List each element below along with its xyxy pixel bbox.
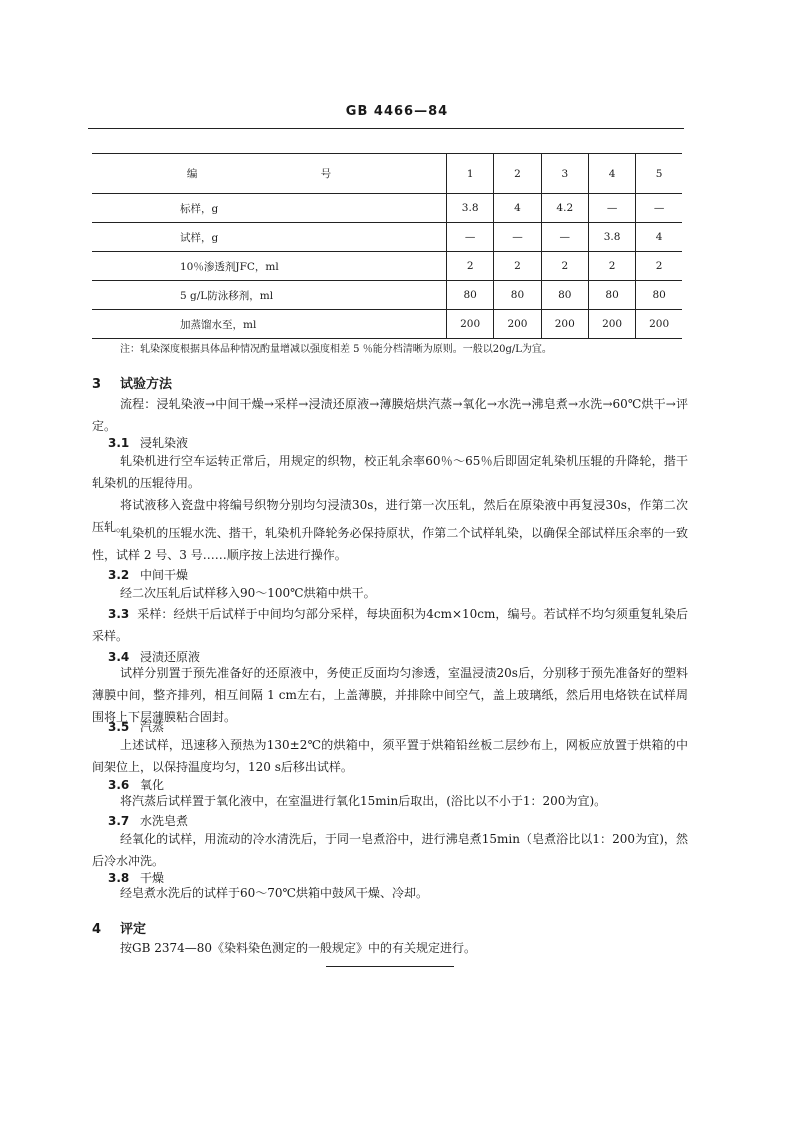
table-cell: 2 — [636, 252, 682, 281]
end-rule — [326, 966, 454, 967]
table-cell: 2 — [494, 252, 541, 281]
table-cell: — — [494, 223, 541, 252]
table-cell: 200 — [636, 310, 682, 339]
paragraph-3-6: 将汽蒸后试样置于氧化液中，在室温进行氧化15min后取出，(浴比以不小于1：200为宜)。 — [120, 794, 607, 808]
table-cell: 200 — [541, 310, 588, 339]
paragraph-3-1a: 轧染机进行空车运转正常后，用规定的织物，校正轧余率60％～65％后即固定轧染机压辊的升降轮，揩干轧染机的压辊待用。 — [92, 454, 688, 490]
paragraph-3-4: 试样分别置于预先准备好的还原液中，务使正反面均匀渗透，室温浸渍20s后，分别移于预先准备好的塑料薄膜中间，整齐排列，相互间隔 1 cm左右，上盖薄膜，并排除中间空气，盖上玻璃纸，然后用电烙铁在试样周围将上下层薄膜粘合固封。 — [92, 666, 688, 724]
table-cell: 80 — [588, 281, 635, 310]
row-label: 加蒸馏水至，ml — [92, 310, 447, 339]
table-cell: — — [447, 223, 494, 252]
table-cell: 200 — [588, 310, 635, 339]
section-number: 4 — [92, 922, 102, 937]
row-label: 5 g/L防泳移剂，ml — [92, 281, 447, 310]
section-heading-4 — [92, 918, 146, 937]
row-label: 标样，g — [92, 194, 447, 223]
table-row — [92, 281, 682, 310]
table-cell: 200 — [447, 310, 494, 339]
table-cell: — — [588, 194, 635, 223]
paragraph-3-5: 上述试样，迅速移入预热为130±2℃的烘箱中，须平置于烘箱铅丝板二层纱布上，网板应放置于烘箱的中间架位上，以保持温度均匀，120 s后移出试样。 — [92, 738, 688, 774]
header-rule — [88, 128, 684, 129]
table-cell: 4 — [636, 223, 682, 252]
paragraph-4: 按GB 2374—80《染料染色测定的一般规定》中的有关规定进行。 — [120, 941, 477, 955]
subsection-heading-3-5: 3.5 汽蒸 — [108, 720, 165, 734]
paragraph-3-1c: 轧染机的压辊水洗、揩干，轧染机升降轮务必保持原状，作第二个试样轧染，以确保全部试样压余率的一致性，试样 2 号、3 号……顺序按上法进行操作。 — [92, 526, 688, 562]
subsection-heading-3-2: 3.2 中间干燥 — [108, 568, 189, 582]
table-cell: 80 — [494, 281, 541, 310]
paragraph-3-8: 经皂煮水洗后的试样于60～70℃烘箱中鼓风干燥、冷却。 — [120, 886, 428, 900]
row-label: 试样，g — [92, 223, 447, 252]
table-row — [92, 310, 682, 339]
subsection-heading-3-7: 3.7 水洗皂煮 — [108, 814, 189, 828]
section-title: 评定 — [120, 922, 147, 937]
table-cell: 2 — [541, 252, 588, 281]
column-header: 4 — [588, 154, 635, 194]
column-header: 2 — [494, 154, 541, 194]
section-heading-3 — [92, 373, 172, 392]
section-title: 试验方法 — [120, 377, 173, 392]
table-cell: — — [541, 223, 588, 252]
column-header: 1 — [447, 154, 494, 194]
row-label: 10％渗透剂JFC，ml — [92, 252, 447, 281]
table-row — [92, 194, 682, 223]
paragraph-3-3: 3.3 采样：经烘干后试样于中间均匀部分采样，每块面积为4cm×10cm，编号。若试样不均匀须重复轧染后采样。 — [92, 607, 688, 643]
section-number: 3 — [92, 377, 102, 392]
table-cell: 80 — [447, 281, 494, 310]
standard-code: GB 4466—84 — [345, 104, 449, 119]
table-cell: 200 — [494, 310, 541, 339]
recipe-table — [92, 153, 682, 339]
table-header-row — [92, 154, 682, 194]
table-cell: 3.8 — [588, 223, 635, 252]
subsection-heading-3-8: 3.8 干燥 — [108, 871, 165, 885]
subsection-number-3-3: 3.3 — [108, 607, 130, 621]
table-cell: 80 — [541, 281, 588, 310]
table-header-label: 编 号 — [92, 154, 447, 194]
table-row — [92, 252, 682, 281]
subsection-heading-3-6: 3.6 氧化 — [108, 778, 165, 792]
table-cell: 2 — [588, 252, 635, 281]
paragraph-3-2: 经二次压轧后试样移入90～100℃烘箱中烘干。 — [120, 586, 376, 600]
subsection-heading-3-4: 3.4 浸渍还原液 — [108, 650, 201, 664]
table-row — [92, 223, 682, 252]
table-cell: — — [636, 194, 682, 223]
table-cell: 4.2 — [541, 194, 588, 223]
subsection-heading-3-1: 3.1 浸轧染液 — [108, 436, 189, 450]
table-cell: 80 — [636, 281, 682, 310]
column-header: 3 — [541, 154, 588, 194]
table-cell: 2 — [447, 252, 494, 281]
table-cell: 3.8 — [447, 194, 494, 223]
paragraph-3-1b: 将试液移入瓷盘中将编号织物分别均匀浸渍30s，进行第一次压轧，然后在原染液中再复浸30s，作第二次压轧。 — [92, 498, 688, 534]
column-header: 5 — [636, 154, 682, 194]
paragraph-3-7: 经氧化的试样，用流动的冷水清洗后，于同一皂煮浴中，进行沸皂煮15min（皂煮浴比以1：200为宜)，然后冷水冲洗。 — [92, 832, 688, 868]
table-note: 注：轧染深度根据具体品种情况酌量增减以强度相差 5 ％能分档清晰为原则。一般以20g/L为宜。 — [120, 344, 552, 355]
table-cell: 4 — [494, 194, 541, 223]
process-flow: 流程：浸轧染液→中间干燥→采样→浸渍还原液→薄膜焙烘汽蒸→氧化→水洗→沸皂煮→水洗→60℃烘干→评定。 — [92, 397, 688, 433]
